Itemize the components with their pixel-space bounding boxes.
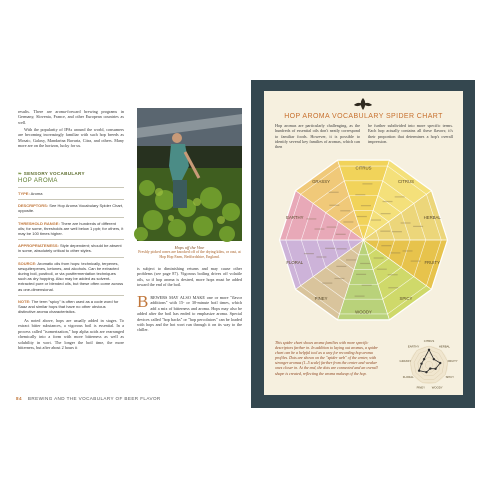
sv-row-threshold: THRESHOLD RANGE: There are hundreds of different oils; for some, thresholds are well below 1 ppb; for others, it may be 100 times higher. xyxy=(18,220,124,237)
page-number: 84 xyxy=(16,396,22,401)
descriptor-text-line xyxy=(306,218,316,219)
mini-category-label: GRASSY xyxy=(399,358,412,363)
sv-row-note: NOTE: The term "spicy" is often used as a code word for Saaz and similar hops that have no other obvious distinctive aroma characteristics. xyxy=(18,298,119,315)
chart-category-label: FRUITY xyxy=(424,259,440,265)
divider xyxy=(18,295,124,296)
chart-category-label: CITRUS xyxy=(397,179,414,185)
descriptor-text-line xyxy=(337,248,347,249)
mini-category-label: FRUITY xyxy=(447,358,458,363)
mini-data-point xyxy=(423,358,425,360)
hop-leaf-icon xyxy=(353,97,373,111)
divider xyxy=(18,187,124,188)
descriptor-text-line xyxy=(355,296,365,297)
col2-dropcap-paragraph: BREWERS MAY ALSO MAKE one or more "flavor additions" with 15- or 30-minute boil times, which add a mix of bitterness and aroma. Hops may also be added after the boil has ended to emphasize aroma. Special devices called "hop backs" or "hop percolators" can be loaded with hops and the hot wort run through it on its way to the chiller. xyxy=(137,292,242,333)
photo-caption xyxy=(137,245,242,260)
chart-category-label: HERBAL xyxy=(423,215,441,221)
sv-row-descriptors: DESCRIPTORS: See Hop Aroma Vocabulary Spider Chart, opposite. xyxy=(18,203,124,214)
descriptor-text-line xyxy=(329,192,339,193)
intro-left: Hop aromas are particularly challenging, as the hundreds of essential oils don't neatly correspond to familiar foods. However, it is possible to identify several key families of aromas, which can then xyxy=(275,123,360,150)
sensory-vocab-box xyxy=(18,171,124,314)
col1-paragraph: With the popularity of IPAs around the world, consumers are becoming increasingly familiar with such hop breeds as Mosaic, Galaxy, Mandarina Bavaria, Citra, and others. Many more are on the horizon, lucky for us. xyxy=(18,127,124,149)
right-page xyxy=(251,80,475,408)
descriptor-text-line xyxy=(390,252,400,253)
col1-top-text: results. There are aroma-forward brewing programs in Germany, Slovenia, France, and other European countries as well. xyxy=(18,109,124,125)
divider xyxy=(18,217,124,218)
intro-right: be further subdivided into more specific terms. Each hop actually contains all these flavors; it's their proportion that determines a hop's overall impression. xyxy=(368,123,453,144)
left-page xyxy=(16,104,242,404)
descriptor-text-line xyxy=(346,259,356,260)
mini-category-label: HERBAL xyxy=(438,344,451,349)
sensory-vocab-heading: HOP AROMA xyxy=(18,178,58,184)
running-footer: BREWING AND THE VOCABULARY OF BEER FLAVOR xyxy=(27,396,161,401)
mini-data-point xyxy=(429,367,431,369)
descriptor-text-line xyxy=(343,221,353,222)
chart-category-label: SPICY xyxy=(399,295,413,301)
divider xyxy=(18,199,124,200)
descriptor-text-line xyxy=(380,231,390,232)
hop-icon: ❧ xyxy=(18,171,24,176)
caption-text: Freshly picked cones are knocked off of the drying kilns, or oast, at Hop Hop Farm, Bedfordshire, England. xyxy=(138,250,241,259)
sv-row-type: TYPE: Aroma xyxy=(18,191,43,196)
spider-chart xyxy=(273,149,454,331)
descriptor-text-line xyxy=(329,205,339,206)
descriptor-text-line xyxy=(395,196,405,197)
descriptor-text-line xyxy=(413,226,423,227)
mini-data-point xyxy=(433,358,435,360)
mini-data-point xyxy=(418,370,420,372)
mini-category-label: PINEY xyxy=(416,385,425,390)
descriptor-text-line xyxy=(388,274,398,275)
descriptor-text-line xyxy=(381,245,391,246)
descriptor-text-line xyxy=(304,253,314,254)
descriptor-text-line xyxy=(355,194,365,195)
mini-data-point xyxy=(434,368,436,370)
descriptor-text-line xyxy=(314,228,324,229)
descriptor-text-line xyxy=(388,287,398,288)
descriptor-text-line xyxy=(371,219,381,220)
photo-illustration xyxy=(137,108,242,241)
descriptor-text-line xyxy=(362,183,372,184)
mini-category-label: FLORAL xyxy=(402,375,414,379)
descriptor-text-line xyxy=(360,263,370,264)
caption-title: Hops off the Vine xyxy=(174,245,205,250)
descriptor-text-line xyxy=(336,266,346,267)
divider xyxy=(18,257,124,258)
mini-data-point xyxy=(428,349,430,351)
drop-cap: B xyxy=(137,292,149,311)
descriptor-text-line xyxy=(361,205,371,206)
descriptor-text-line xyxy=(356,274,366,275)
col1-bottom-text: As noted above, hops are usually added in stages. To extract bitter substances, a vigorous boil is essential. In a process called "isomerization," hop alpha acids are rearranged chemically into a form with more bitterness as well as solubility in wort. The longer the boil time, the more bitterness, but after about 2 hours it xyxy=(18,318,124,351)
chart-category-label: EARTHY xyxy=(286,215,304,221)
descriptor-text-line xyxy=(377,269,387,270)
descriptor-text-line xyxy=(381,213,391,214)
mini-category-label: EARTHY xyxy=(407,344,420,349)
mini-category-label: SPICY xyxy=(445,375,454,379)
descriptor-text-line xyxy=(322,283,332,284)
descriptor-text-line xyxy=(383,201,393,202)
chart-title: HOP AROMA VOCABULARY SPIDER CHART xyxy=(284,113,443,120)
chart-category-label: CITRUS xyxy=(355,165,372,171)
sv-row-appropriateness: APPROPRIATENESS: Style dependent; should be absent in some, absolutely critical to other styles. xyxy=(18,243,122,254)
sv-row-source: SOURCE: Aromatic oils from hops: technically, terpenes, sesquiterpenes, ketones, and alcohols. Can be extracted during boil, postboil, or via postfermentation techniques such as dry hopping. Also may be added as solvent-extracted pure or blended oils, but these often come across as one-dimensional. xyxy=(18,260,124,292)
descriptor-text-line xyxy=(357,216,367,217)
descriptor-text-line xyxy=(316,256,326,257)
page-footer xyxy=(16,396,242,401)
mini-category-label: WOODY xyxy=(431,385,443,390)
descriptor-text-line xyxy=(401,222,411,223)
mini-data-point xyxy=(425,371,427,373)
chart-category-label: WOODY xyxy=(355,309,372,315)
chart-category-label: PINEY xyxy=(314,295,328,301)
descriptor-text-line xyxy=(336,234,346,235)
descriptor-text-line xyxy=(411,260,421,261)
chart-explanation: This spider chart shows aroma families with more specific descriptors farther in. In addition to laying out aromas, a spider chart can be a helpful tool as a way for recording hop aroma profiles. Dots are shown on the "spider web" of the center, with stronger aromas (1–5 scale) farther from the center and weaker ones closer in. At the end, the dots are connected and an overall shape is created, reflecting the aroma makeup of the hop. xyxy=(275,340,378,376)
divider xyxy=(18,239,124,240)
mini-data-point xyxy=(420,362,422,364)
descriptor-text-line xyxy=(327,226,337,227)
mini-category-label: CITRUS xyxy=(423,339,435,343)
chart-category-label: GRASSY xyxy=(312,179,330,185)
descriptor-text-line xyxy=(334,278,344,279)
descriptor-text-line xyxy=(340,210,350,211)
descriptor-text-line xyxy=(325,248,335,249)
descriptor-text-line xyxy=(403,250,413,251)
chart-category-label: FLORAL xyxy=(286,259,304,265)
mini-spider-chart xyxy=(401,337,457,393)
descriptor-text-line xyxy=(362,285,372,286)
descriptor-text-line xyxy=(374,257,384,258)
mini-data-point xyxy=(439,362,441,364)
chart-panel xyxy=(264,91,463,395)
sensory-vocab-label: ❧ SENSORY VOCABULARY xyxy=(18,171,85,176)
descriptor-text-line xyxy=(392,231,402,232)
col2-paragraph: is subject to diminishing returns and may cause other problems (see page 87). Vigorous boiling drives off volatile oils, so if hop aroma is desired, more hops must be added toward the end of the boil. xyxy=(137,266,242,288)
hop-farm-photo xyxy=(137,108,242,241)
